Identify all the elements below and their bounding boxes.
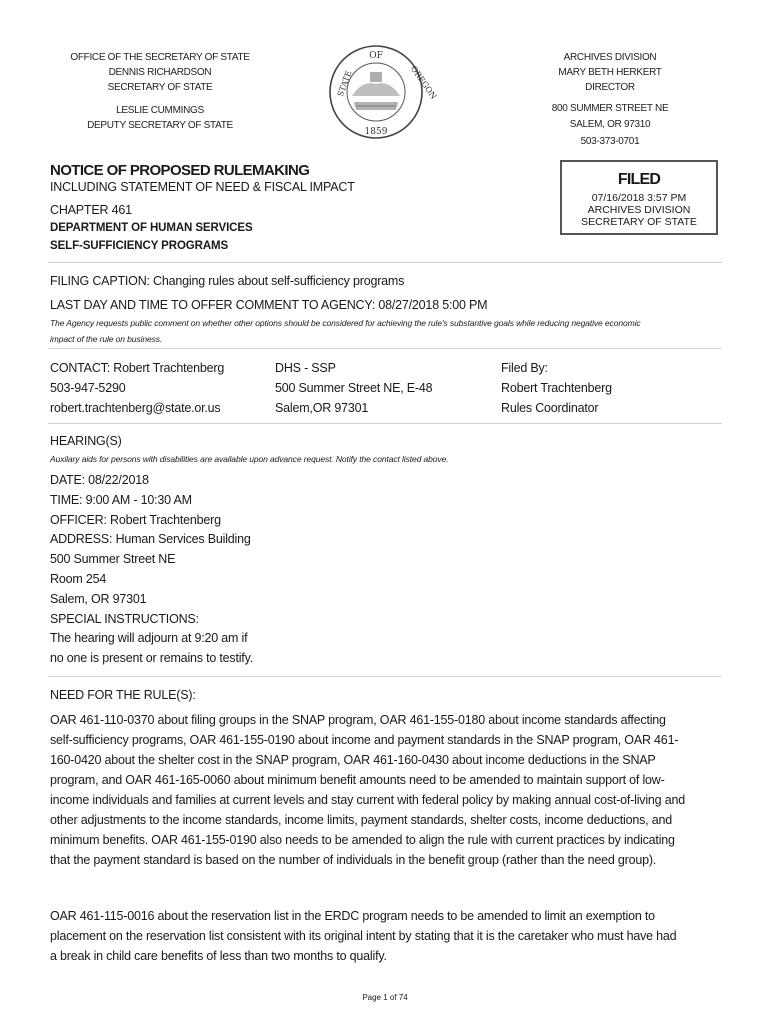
agency-address-column [275,358,432,418]
notice-title-block [50,162,550,252]
filed-division: ARCHIVES DIVISION [587,204,691,216]
need-p1-line: 160-0420 about the shelter cost in the SNAP program, OAR 461-160-0430 about income deductions in the SNAP [50,753,656,767]
agency-city: Salem,OR 97301 [275,401,369,415]
deputy-title: DEPUTY SECRETARY OF STATE [87,120,233,131]
divider [48,676,722,677]
filed-by-label: Filed By: [501,361,548,375]
notice-title: NOTICE OF PROPOSED RULEMAKING [50,162,310,179]
svg-text:OREGON: OREGON [408,64,439,101]
header-left-block [60,52,260,131]
contact-column [50,358,224,418]
filed-office: SECRETARY OF STATE [581,216,697,228]
page-number: Page 1 of 74 [362,993,408,1002]
comment-note-line-1: The Agency requests public comment on whether other options should be considered for achieving the rule's substantive goals while reducing negative economic [50,318,641,328]
hearing-heading: HEARING(S) [50,434,122,448]
divider [48,348,722,349]
need-paragraph-1 [50,710,730,870]
hearing-time: TIME: 9:00 AM - 10:30 AM [50,492,192,507]
hearing-city: Salem, OR 97301 [50,591,147,606]
need-p1-line: program, and OAR 461-165-0060 about minimum benefit amounts need to be amended to maintain support of low- [50,773,665,787]
office-name: OFFICE OF THE SECRETARY OF STATE [70,52,250,63]
chapter: CHAPTER 461 [50,203,132,217]
city-address: SALEM, OR 97310 [569,119,651,130]
last-day-to-comment: LAST DAY AND TIME TO OFFER COMMENT TO AGENCY: 08/27/2018 5:00 PM [50,298,488,312]
phone-number: 503-373-0701 [580,136,640,147]
header-right-block [520,52,700,147]
hearing-street: 500 Summer Street NE [50,552,176,567]
svg-text:OF: OF [369,51,383,61]
hearing-room: Room 254 [50,571,107,586]
need-p1-line: minimum benefits. OAR 461-155-0190 also needs to be amended to align the rule with current practices by indicating [50,833,675,847]
filed-label: FILED [617,171,661,188]
comment-note-line-2: impact of the rule on business. [50,334,163,344]
svg-text:STATE: STATE [335,69,354,98]
department: DEPARTMENT OF HUMAN SERVICES [50,222,253,234]
filed-by-column [501,358,612,418]
svg-text:1859: 1859 [364,127,388,137]
secretary-name: DENNIS RICHARDSON [108,67,212,78]
need-heading: NEED FOR THE RULE(S): [50,688,196,702]
hearing-officer: OFFICER: Robert Trachtenberg [50,512,221,527]
director-name: MARY BETH HERKERT [558,67,662,78]
agency-unit: DHS - SSP [275,361,336,375]
secretary-title: SECRETARY OF STATE [107,82,213,93]
oregon-state-seal [326,44,439,140]
hearing-accessibility-note: Auxilary aids for persons with disabilities are available upon advance request. Notify the contact listed above. [50,454,449,464]
contact-email[interactable]: robert.trachtenberg@state.or.us [50,401,221,415]
special-instructions-line-2: no one is present or remains to testify. [50,651,253,666]
filed-by-role: Rules Coordinator [501,401,599,415]
need-paragraph-2 [50,906,730,966]
divider [48,423,722,424]
notice-subtitle: INCLUDING STATEMENT OF NEED & FISCAL IMPACT [50,180,355,194]
need-p2-line: OAR 461-115-0016 about the reservation list in the ERDC program needs to be amended to limit an exemption to [50,909,655,923]
filed-stamp-box [560,160,718,235]
need-p1-line: other adjustments to the income standards, income limits, payment standards, shelter costs, income deductions, and [50,813,672,827]
contact-name: CONTACT: Robert Trachtenberg [50,361,225,375]
need-p2-line: a break in child care benefits of less than two months to qualify. [50,949,387,963]
archives-division: ARCHIVES DIVISION [563,52,657,63]
filing-caption: FILING CAPTION: Changing rules about self-sufficiency programs [50,274,405,288]
special-instructions-line-1: The hearing will adjourn at 9:20 am if [50,631,248,646]
need-p1-line: OAR 461-110-0370 about filing groups in the SNAP program, OAR 461-155-0180 about income standards affecting [50,713,666,727]
need-p1-line: self-sufficiency programs, OAR 461-155-0190 about income and payment standards in the SNAP program, OAR 461- [50,733,679,747]
need-p1-line: income individuals and families at current levels and stay current with federal policy by making annual cost-of-living and [50,793,685,807]
deputy-name: LESLIE CUMMINGS [116,105,204,116]
program: SELF-SUFFICIENCY PROGRAMS [50,240,229,252]
need-p2-line: placement on the reservation list consistent with its original intent by stating that it is the caretaker who must have had [50,929,677,943]
street-address: 800 SUMMER STREET NE [551,103,669,114]
hearing-address: ADDRESS: Human Services Building [50,532,251,547]
hearing-details [50,471,253,669]
agency-street: 500 Summer Street NE, E-48 [275,381,433,395]
director-title: DIRECTOR [585,82,635,93]
filed-by-name: Robert Trachtenberg [501,381,612,395]
contact-phone: 503-947-5290 [50,381,126,395]
filed-datetime: 07/16/2018 3:57 PM [591,192,687,204]
special-instructions-label: SPECIAL INSTRUCTIONS: [50,611,199,626]
hearing-date: DATE: 08/22/2018 [50,473,149,487]
divider [48,262,722,263]
need-p1-line: that the payment standard is based on the number of individuals in the benefit group (rather than the need group). [50,853,657,867]
